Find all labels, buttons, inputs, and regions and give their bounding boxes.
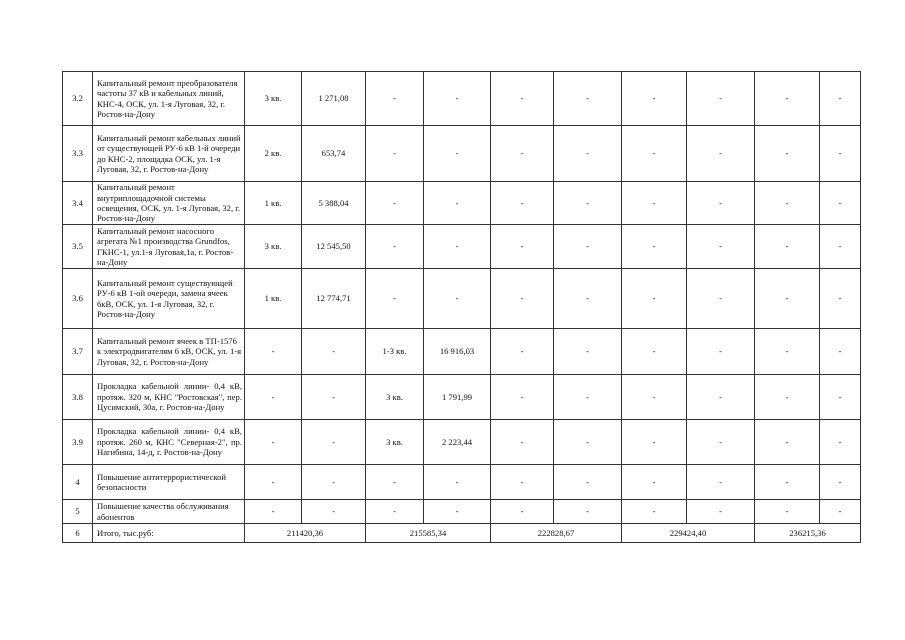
cell-amount: -: [687, 329, 755, 375]
cell-amount: -: [820, 126, 861, 182]
cell-quarter: -: [622, 126, 687, 182]
cell-amount: 2 223,44: [424, 420, 491, 465]
cell-quarter: 3 кв.: [366, 375, 424, 420]
cell-amount: -: [820, 375, 861, 420]
cell-quarter: 1-3 кв.: [366, 329, 424, 375]
cell-quarter: -: [366, 126, 424, 182]
cell-quarter: -: [491, 329, 554, 375]
cell-amount: -: [820, 225, 861, 269]
cell-amount: -: [554, 72, 622, 126]
cell-quarter: 1 кв.: [245, 269, 302, 329]
row-description: Капитальный ремонт насосного агрегата №1 производства Grundfos, ГКНС-1, ул.1-я Луговая,1а, г. Ростов-на-Дону: [93, 225, 245, 269]
cell-quarter: -: [491, 375, 554, 420]
row-number: 3.8: [63, 375, 93, 420]
cell-amount: -: [687, 126, 755, 182]
total-year-5: 236215,36: [755, 524, 861, 543]
row-description: Капитальный ремонт внутриплощадочной системы освещения, ОСК, ул. 1-я Луговая, 32, г. Ростов-на-Дону: [93, 182, 245, 225]
cell-amount: -: [554, 465, 622, 500]
cell-amount: -: [687, 269, 755, 329]
total-year-3: 222828,67: [491, 524, 622, 543]
table-body: [63, 72, 861, 543]
cell-amount: -: [820, 269, 861, 329]
row-number: 3.3: [63, 126, 93, 182]
table-row: [63, 72, 861, 126]
cell-quarter: -: [491, 72, 554, 126]
investment-table: [62, 71, 861, 543]
row-description: Прокладка кабельной линии- 0,4 кВ, протяж. 260 м, КНС "Северная-2", пр. Нагибина, 14-д, г. Ростов-на-Дону: [93, 420, 245, 465]
table-row: [63, 375, 861, 420]
cell-quarter: -: [622, 465, 687, 500]
cell-quarter: 1 кв.: [245, 182, 302, 225]
table-row: [63, 126, 861, 182]
row-number: 4: [63, 465, 93, 500]
cell-quarter: -: [491, 126, 554, 182]
row-number: 3.5: [63, 225, 93, 269]
cell-amount: -: [424, 72, 491, 126]
cell-quarter: -: [491, 420, 554, 465]
cell-amount: -: [424, 126, 491, 182]
row-number: 6: [63, 524, 93, 543]
cell-quarter: -: [755, 225, 820, 269]
cell-quarter: -: [755, 375, 820, 420]
cell-amount: 12 774,71: [302, 269, 366, 329]
row-description: Повышение качества обслуживания абонентов: [93, 500, 245, 524]
cell-quarter: -: [622, 269, 687, 329]
cell-quarter: -: [366, 182, 424, 225]
cell-amount: -: [687, 375, 755, 420]
row-number: 3.7: [63, 329, 93, 375]
total-year-4: 229424,40: [622, 524, 755, 543]
cell-amount: -: [687, 420, 755, 465]
cell-quarter: -: [245, 500, 302, 524]
total-row: [63, 524, 861, 543]
cell-quarter: -: [366, 269, 424, 329]
cell-amount: 16 916,03: [424, 329, 491, 375]
cell-quarter: -: [755, 465, 820, 500]
cell-quarter: -: [245, 420, 302, 465]
cell-quarter: -: [491, 269, 554, 329]
cell-quarter: -: [622, 500, 687, 524]
cell-amount: 653,74: [302, 126, 366, 182]
cell-amount: -: [554, 269, 622, 329]
cell-amount: -: [424, 465, 491, 500]
cell-amount: -: [820, 329, 861, 375]
cell-quarter: -: [755, 500, 820, 524]
cell-quarter: -: [755, 420, 820, 465]
cell-amount: -: [554, 182, 622, 225]
cell-amount: -: [424, 500, 491, 524]
cell-amount: -: [302, 500, 366, 524]
cell-quarter: -: [366, 465, 424, 500]
cell-quarter: -: [622, 420, 687, 465]
cell-quarter: 3 кв.: [245, 225, 302, 269]
cell-quarter: -: [622, 375, 687, 420]
total-year-2: 215585,34: [366, 524, 491, 543]
row-description: Повышение антитеррористической безопасности: [93, 465, 245, 500]
table-row: [63, 269, 861, 329]
cell-amount: -: [302, 420, 366, 465]
total-year-1: 211420,36: [245, 524, 366, 543]
row-description: Капитальный ремонт существующей РУ-6 кВ 1-ой очереди, замена ячеек 6кВ, ОСК, ул. 1-я Луговая, 32, г. Ростов-на-Дону: [93, 269, 245, 329]
cell-amount: -: [554, 329, 622, 375]
cell-quarter: 2 кв.: [245, 126, 302, 182]
cell-quarter: -: [245, 329, 302, 375]
cell-quarter: 3 кв.: [245, 72, 302, 126]
cell-quarter: -: [491, 465, 554, 500]
cell-amount: -: [820, 465, 861, 500]
cell-amount: -: [687, 465, 755, 500]
cell-amount: -: [302, 465, 366, 500]
cell-amount: -: [554, 420, 622, 465]
cell-quarter: -: [491, 182, 554, 225]
row-number: 5: [63, 500, 93, 524]
table-row: [63, 182, 861, 225]
cell-amount: 1 271,08: [302, 72, 366, 126]
table-row: [63, 225, 861, 269]
row-number: 3.4: [63, 182, 93, 225]
cell-quarter: 3 кв.: [366, 420, 424, 465]
cell-quarter: -: [491, 500, 554, 524]
row-number: 3.6: [63, 269, 93, 329]
cell-quarter: -: [245, 375, 302, 420]
cell-quarter: -: [755, 269, 820, 329]
cell-quarter: -: [366, 72, 424, 126]
cell-amount: -: [554, 375, 622, 420]
cell-quarter: -: [366, 500, 424, 524]
cell-amount: 5 388,04: [302, 182, 366, 225]
cell-quarter: -: [366, 225, 424, 269]
table-row: [63, 500, 861, 524]
cell-amount: -: [424, 269, 491, 329]
cell-amount: -: [687, 72, 755, 126]
cell-amount: 1 791,99: [424, 375, 491, 420]
cell-amount: -: [554, 500, 622, 524]
cell-quarter: -: [755, 182, 820, 225]
table-row: [63, 465, 861, 500]
cell-quarter: -: [491, 225, 554, 269]
row-number: 3.9: [63, 420, 93, 465]
cell-amount: -: [687, 500, 755, 524]
cell-quarter: -: [622, 182, 687, 225]
table-row: [63, 329, 861, 375]
cell-amount: -: [687, 182, 755, 225]
cell-quarter: -: [622, 225, 687, 269]
cell-quarter: -: [755, 329, 820, 375]
cell-amount: -: [820, 500, 861, 524]
cell-amount: -: [554, 126, 622, 182]
cell-quarter: -: [755, 72, 820, 126]
row-number: 3.2: [63, 72, 93, 126]
row-description: Прокладка кабельной линии- 0,4 кВ, протяж. 320 м, КНС "Ростовская", пер. Цусимский, 30а, г. Ростов-на-Дону: [93, 375, 245, 420]
cell-amount: -: [424, 225, 491, 269]
total-label: Итого, тыс.руб:: [93, 524, 245, 543]
row-description: Капитальный ремонт ячеек в ТП-1576 к электродвигателям 6 кВ, ОСК, ул. 1-я Луговая, 32, г. Ростов-на-Дону: [93, 329, 245, 375]
cell-amount: -: [424, 182, 491, 225]
cell-amount: -: [820, 420, 861, 465]
cell-amount: -: [820, 72, 861, 126]
row-description: Капитальный ремонт преобразователя частоты 37 кВ и кабельных линий, КНС-4, ОСК, ул. 1-я Луговая, 32, г. Ростов-на-Дону: [93, 72, 245, 126]
cell-amount: -: [687, 225, 755, 269]
cell-amount: -: [554, 225, 622, 269]
cell-amount: -: [302, 375, 366, 420]
row-description: Капитальный ремонт кабельных линий от существующей РУ-6 кВ 1-й очереди до КНС-2, площадка ОСК, ул. 1-я Луговая, 32, г. Ростов-на-Дону: [93, 126, 245, 182]
cell-quarter: -: [622, 329, 687, 375]
cell-amount: -: [820, 182, 861, 225]
cell-quarter: -: [622, 72, 687, 126]
cell-quarter: -: [755, 126, 820, 182]
cell-amount: 12 545,50: [302, 225, 366, 269]
cell-amount: -: [302, 329, 366, 375]
cell-quarter: -: [245, 465, 302, 500]
table-row: [63, 420, 861, 465]
